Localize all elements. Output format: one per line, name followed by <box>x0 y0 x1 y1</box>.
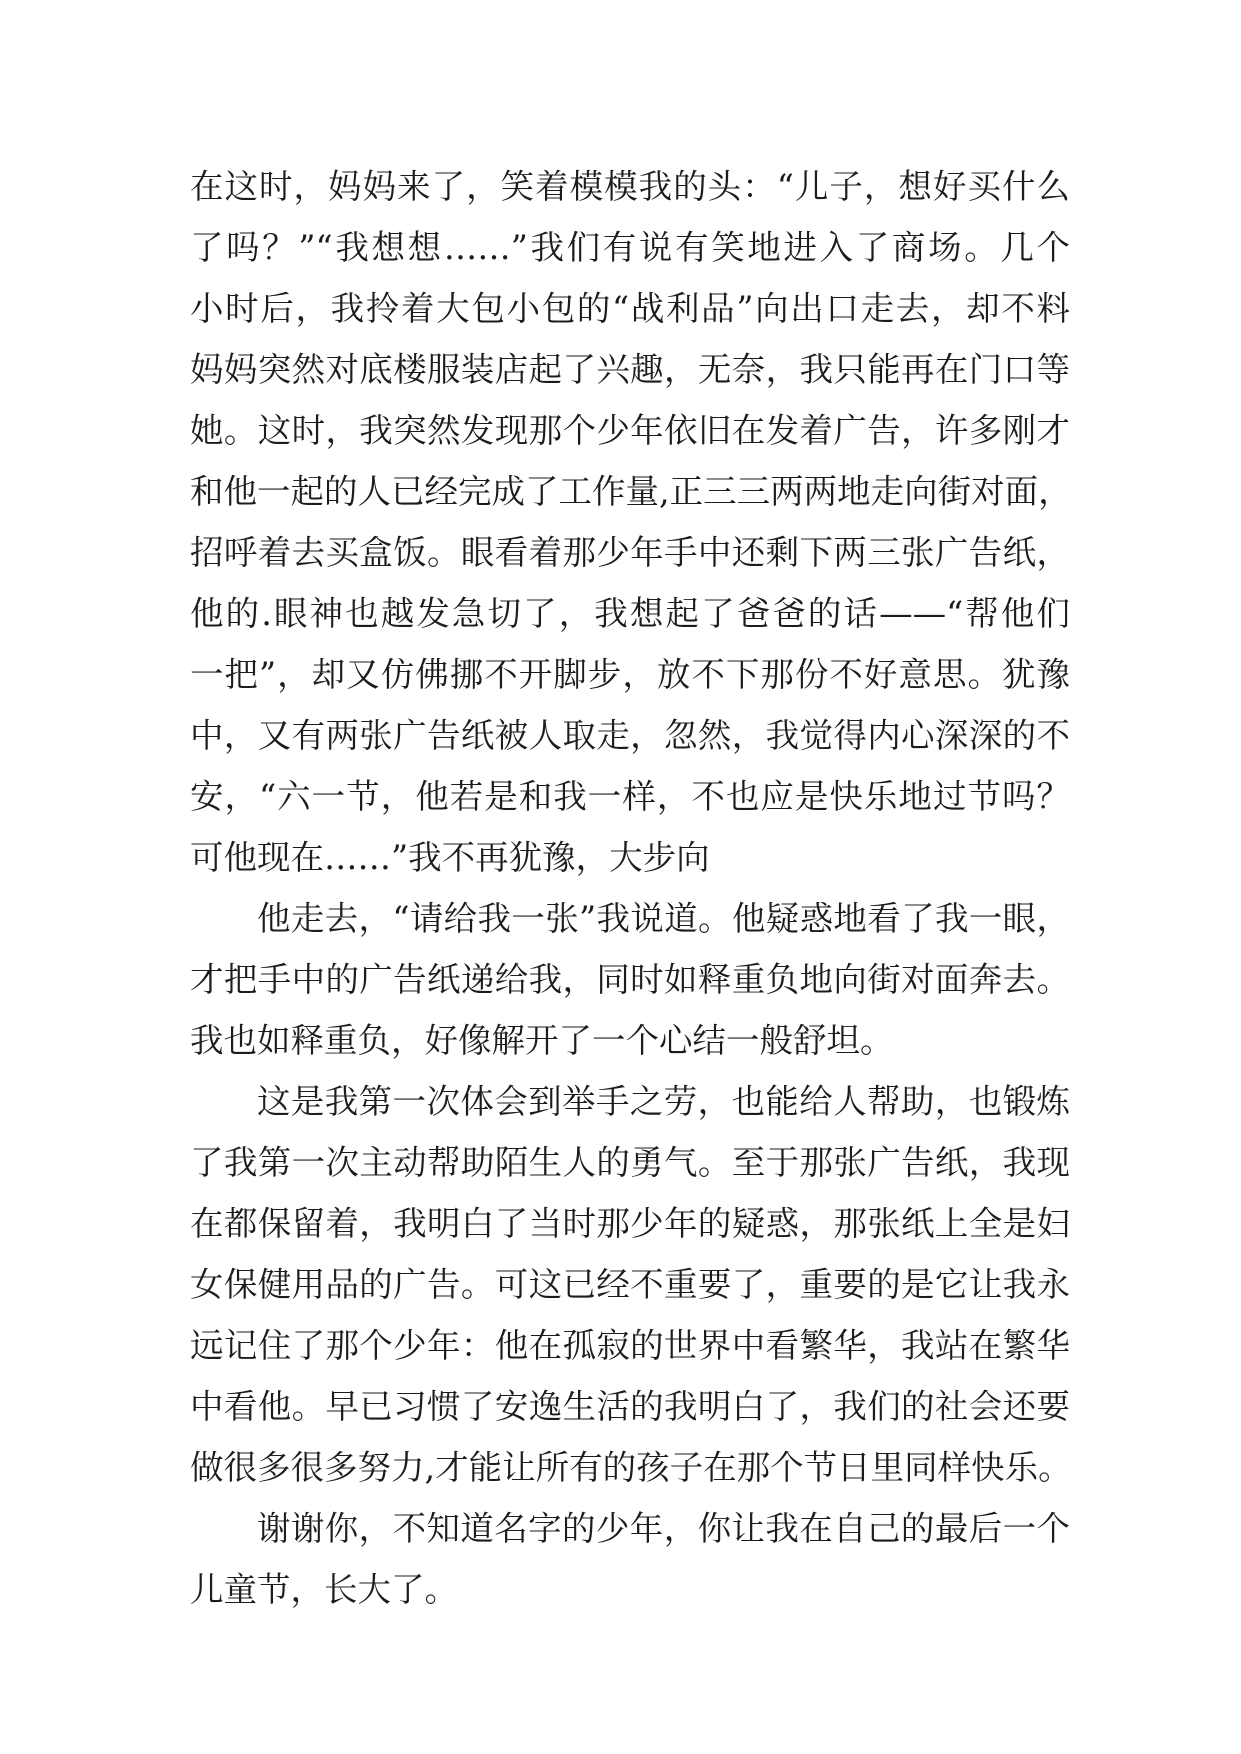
text-line: 了吗？”“我想想……”我们有说有笑地进入了商场。几个 <box>190 228 1070 267</box>
text-line: 才把手中的广告纸递给我，同时如释重负地向街对面奔去。 <box>190 960 1070 999</box>
text-line: 中，又有两张广告纸被人取走，忽然，我觉得内心深深的不 <box>190 716 1070 755</box>
paragraph-4 <box>190 1498 1070 1620</box>
text-line: 他走去，“请给我一张”我说道。他疑惑地看了我一眼， <box>257 899 1070 938</box>
text-line: 这是我第一次体会到举手之劳，也能给人帮助，也锻炼 <box>257 1082 1070 1121</box>
text-line: 谢谢你，不知道名字的少年，你让我在自己的最后一个 <box>257 1509 1070 1548</box>
text-line: 中看他。早已习惯了安逸生活的我明白了，我们的社会还要 <box>190 1387 1070 1426</box>
text-line: 安，“六一节，他若是和我一样，不也应是快乐地过节吗？ <box>190 777 1070 816</box>
text-line: 她。这时，我突然发现那个少年依旧在发着广告，许多刚才 <box>190 411 1070 450</box>
text-line: 和他一起的人已经完成了工作量,正三三两两地走向街对面， <box>190 472 1072 511</box>
paragraph-3 <box>190 1071 1070 1498</box>
document-body <box>190 156 1070 1620</box>
text-line: 小时后，我拎着大包小包的“战利品”向出口走去，却不料 <box>190 289 1070 328</box>
text-line: 远记住了那个少年：他在孤寂的世界中看繁华，我站在繁华 <box>190 1326 1070 1365</box>
paragraph-1 <box>190 156 1070 888</box>
text-line: 儿童节，长大了。 <box>190 1570 458 1609</box>
text-line: 在都保留着，我明白了当时那少年的疑惑，那张纸上全是妇 <box>190 1204 1070 1243</box>
text-line: 做很多很多努力,才能让所有的孩子在那个节日里同样快乐。 <box>190 1448 1072 1487</box>
text-line: 一把”，却又仿佛挪不开脚步，放不下那份不好意思。犹豫 <box>190 655 1070 694</box>
text-line: 我也如释重负，好像解开了一个心结一般舒坦。 <box>190 1021 894 1060</box>
text-line: 女保健用品的广告。可这已经不重要了，重要的是它让我永 <box>190 1265 1070 1304</box>
text-line: 在这时，妈妈来了，笑着模模我的头：“儿子，想好买什么 <box>190 167 1070 206</box>
text-line: 妈妈突然对底楼服装店起了兴趣，无奈，我只能再在门口等 <box>190 350 1070 389</box>
paragraph-2 <box>190 888 1070 1071</box>
text-line: 了我第一次主动帮助陌生人的勇气。至于那张广告纸，我现 <box>190 1143 1070 1182</box>
text-line: 他的.眼神也越发急切了，我想起了爸爸的话——“帮他们 <box>190 594 1070 633</box>
text-line: 招呼着去买盒饭。眼看着那少年手中还剩下两三张广告纸， <box>190 533 1070 572</box>
text-line: 可他现在……”我不再犹豫，大步向 <box>190 838 710 877</box>
